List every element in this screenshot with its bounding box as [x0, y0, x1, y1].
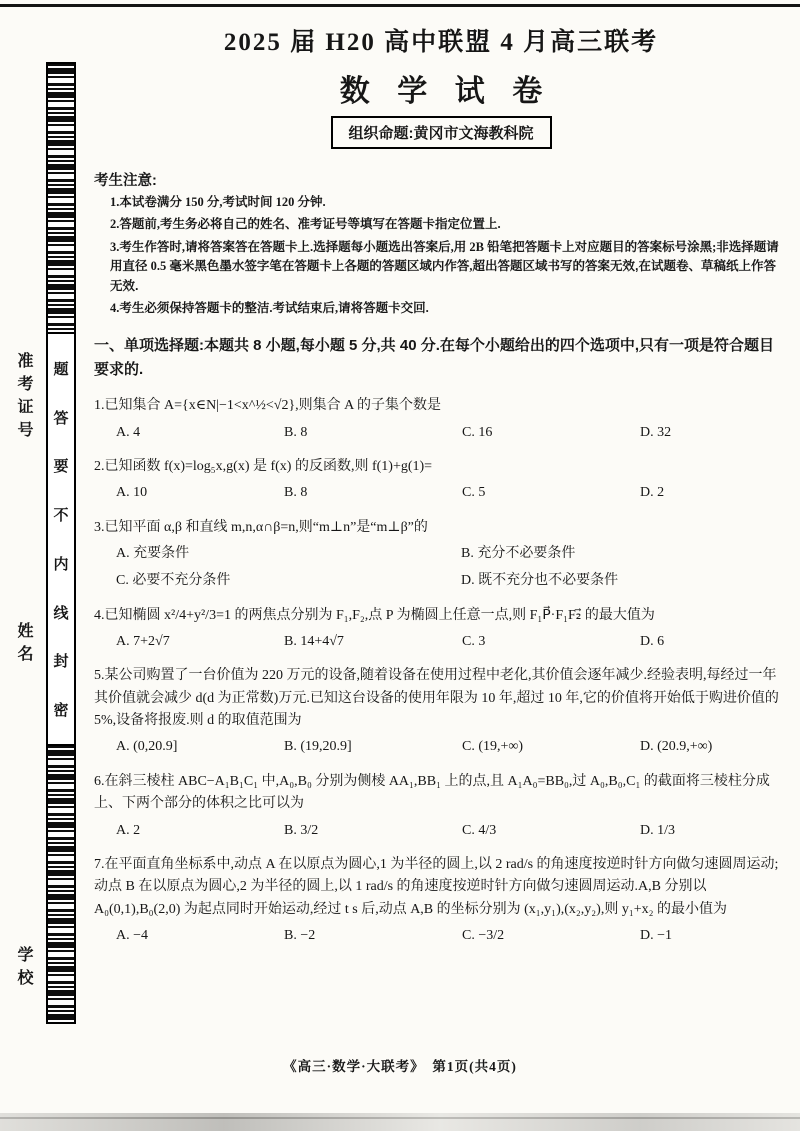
- school-label: 学校: [15, 946, 32, 992]
- option-b: B. 3/2: [284, 822, 319, 838]
- option-d: D. 6: [640, 634, 665, 649]
- option-c: C. 16: [462, 424, 493, 440]
- question-stem: 5.某公司购置了一台价值为 220 万元的设备,随着设备在使用过程中老化,其价值会逐年减少.经验表明,每经过一年其价值就会减少 d(d 为正常数)万元.已知这台设备的使用年限为 10 年,超过 10 年,它的价值将开始低于购进价值的 5%,设备将报废.则 d 的取值范围为: [94, 668, 779, 729]
- option-c: C. −3/2: [462, 928, 505, 944]
- notice-item-1: 1.本试卷满分 150 分,考试时间 120 分钟.: [110, 195, 326, 209]
- option-b: B. 8: [284, 424, 308, 440]
- options-row: [94, 737, 788, 757]
- option-c: C. 5: [462, 485, 486, 501]
- page-footer: 《高三·数学·大联考》 第1页(共4页): [283, 1059, 517, 1074]
- option-d: D. 1/3: [640, 822, 675, 838]
- question-stem: 7.在平面直角坐标系中,动点 A 在以原点为圆心,1 为半径的圆上,以 2 rad/s 的角速度按逆时针方向做匀速圆周运动;动点 B 在以原点为圆心,2 为半径的圆上,以 1 rad/s 的角速度按逆时针方向做匀速圆周运动.A,B 分别以 A₀(0,1),B₀(2,0) 为起点同时开始运动,经过 t s 后,动点 A,B 的坐标分别为 (x₁,y₁),(x₂,y₂),则 y₁+x₂ 的最小值为: [94, 856, 779, 917]
- seal-char: 答: [53, 410, 69, 427]
- seal-char: 不: [53, 508, 69, 525]
- option-b: B. 8: [284, 485, 308, 501]
- notice-item-3-text: 3.考生作答时,请将答案答在答题卡上.选择题每小题选出答案后,用 2B 铅笔把答题卡上对应题目的答案标号涂黑;非选择题请用直径 0.5 毫米黑色墨水签字笔在答题卡上各题的答题区域内作答,: [110, 239, 779, 274]
- option-a: A. 充要条件: [116, 546, 190, 562]
- seal-strip: [46, 62, 76, 1024]
- question-1: [94, 395, 788, 443]
- organizer-row: [94, 116, 788, 149]
- question-stem: 4.已知椭圆 x²/4+y²/3=1 的两焦点分别为 F₁,F₂,点 P 为椭圆上任意一点,则 F₁P⃗·F₁F₂⃗ 的最大值为: [94, 607, 655, 623]
- barcode-bottom: [48, 744, 74, 1022]
- option-d: D. 2: [640, 485, 665, 501]
- seal-char: 线: [53, 605, 69, 622]
- seal-char: 内: [53, 556, 69, 573]
- option-b: B. (19,20.9]: [284, 739, 352, 755]
- exam-subtitle: 数 学 试 卷: [339, 75, 553, 108]
- options-row: [94, 423, 788, 443]
- question-5: [94, 665, 788, 757]
- question-stem: 6.在斜三棱柱 ABC−A₁B₁C₁ 中,A₀,B₀ 分别为侧棱 AA₁,BB₁ 上的点,且 A₁A₀=BB₀,过 A₀,B₀,C₁ 的截面将三棱柱分成上、下两个部分的体积之比可以为: [94, 773, 770, 812]
- question-6: [94, 771, 788, 841]
- option-d: D. −1: [640, 928, 673, 944]
- question-2: [94, 456, 788, 504]
- option-a: A. 10: [116, 485, 148, 501]
- option-d: D. (20.9,+∞): [640, 739, 713, 755]
- options-row: [94, 821, 788, 841]
- section-one-heading: 一、单项选择题:本题共 8 小题,每小题 5 分,共 40 分.在每个小题给出的四个选项中,只有一项是符合题目要求的.: [94, 337, 775, 379]
- question-stem: 2.已知函数 f(x)=log₅x,g(x) 是 f(x) 的反函数,则 f(1)+g(1)=: [94, 458, 433, 474]
- name-label: 姓名: [15, 622, 32, 668]
- question-stem: 1.已知集合 A={x∈N|−1<x^½<√2},则集合 A 的子集个数是: [94, 398, 441, 414]
- notice-item-4: 4.考生必须保持答题卡的整洁.考试结束后,请将答题卡交回.: [110, 300, 429, 315]
- option-d: D. 既不充分也不必要条件: [461, 573, 619, 589]
- option-c: C. 3: [462, 634, 486, 649]
- barcode-top: [48, 64, 74, 334]
- option-b: B. 充分不必要条件: [461, 546, 576, 562]
- option-b: B. 14+4√7: [284, 634, 344, 649]
- question-4: [94, 605, 788, 653]
- option-a: A. 4: [116, 424, 141, 440]
- question-stem: 3.已知平面 α,β 和直线 m,n,α∩β=n,则“m⊥n”是“m⊥β”的: [94, 519, 428, 535]
- options-grid: [94, 544, 788, 592]
- exam-content: [94, 14, 788, 946]
- seal-line-characters: [48, 334, 74, 744]
- notice-item-3: [94, 238, 788, 296]
- notice-item-3-bold: 超出答题区域书写的答案无效,在试题卷、草稿纸上作答无效.: [110, 259, 776, 293]
- question-7: [94, 854, 788, 946]
- option-a: A. 2: [116, 822, 141, 838]
- seal-char: 封: [53, 654, 69, 671]
- exam-number-label: 准考证号: [15, 352, 32, 444]
- option-a: A. (0,20.9]: [116, 739, 178, 755]
- notice-heading: 考生注意:: [94, 173, 157, 189]
- organizer-box: 组织命题:黄冈市文海教科院: [331, 116, 552, 149]
- scan-edge-top: [0, 4, 800, 7]
- option-a: A. −4: [116, 928, 149, 944]
- scan-smudge: [0, 1113, 800, 1131]
- options-row: [94, 483, 788, 503]
- seal-char: 密: [53, 702, 69, 719]
- question-3: [94, 517, 788, 592]
- options-row: [94, 632, 788, 652]
- option-a: A. 7+2√7: [116, 634, 170, 649]
- options-row: [94, 926, 788, 946]
- seal-char: 要: [53, 459, 69, 476]
- option-d: D. 32: [640, 424, 672, 440]
- exam-title: 2025 届 H20 高中联盟 4 月高三联考: [223, 29, 659, 56]
- notice-item-2: 2.答题前,考生务必将自己的姓名、准考证号等填写在答题卡指定位置上.: [110, 217, 501, 232]
- seal-char: 题: [53, 362, 69, 378]
- option-c: C. (19,+∞): [462, 739, 524, 755]
- option-b: B. −2: [284, 928, 316, 944]
- option-c: C. 必要不充分条件: [116, 573, 231, 589]
- option-c: C. 4/3: [462, 822, 497, 838]
- notice-block: [94, 169, 788, 318]
